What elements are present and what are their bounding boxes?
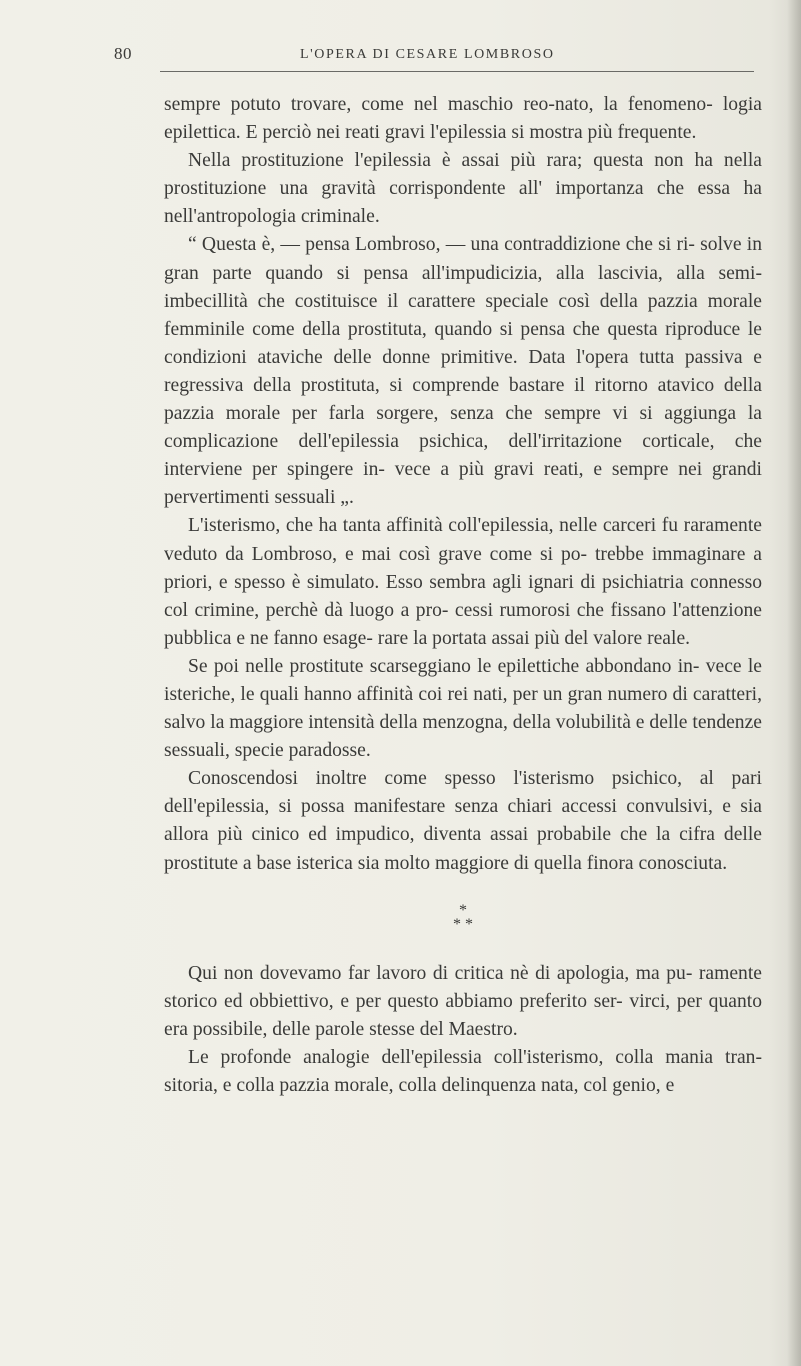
paragraph: sempre potuto trovare, come nel maschio reo-nato, la fenomeno- logia epilettica. E perciò nei reati gravi l'epilessia si mostra più frequente. — [164, 94, 762, 144]
section-separator — [164, 901, 762, 933]
page-edge-shadow — [787, 0, 801, 1366]
paragraph: Conoscendosi inoltre come spesso l'isterismo psichico, al pari dell'epilessia, si possa manifestare senza chiari accessi convulsivi, e sia allora più cinico ed impudico, diventa assai probabile che la cifra delle prostitute a base isterica sia molto maggiore di quella finora conosciuta. — [164, 768, 762, 874]
paragraph: Se poi nelle prostitute scarseggiano le epilettiche abbondano in- vece le isteriche, le quali hanno affinità coi rei nati, per un gran numero di caratteri, salvo la maggiore intensità della menzogna, della volubilità e delle tendenze sessuali, specie paradosse. — [164, 655, 762, 762]
paragraph: Nella prostituzione l'epilessia è assai più rara; questa non ha nella prostituzione una gravità corrispondente all' importanza che essa ha nell'antropologia criminale. — [164, 150, 762, 228]
paragraph: Le profonde analogie dell'epilessia coll'isterismo, colla mania tran- sitoria, e colla pazzia morale, colla delinquenza nata, col genio, e — [164, 1046, 762, 1096]
paragraph: L'isterismo, che ha tanta affinità coll'epilessia, nelle carceri fu raramente veduto da Lombroso, e mai così grave come si po- trebbe immaginare a priori, e spesso è simulato. Esso sembra agli ignari di psichiatria connesso col crimine, perchè dà luogo a pro- cessi rumorosi che fissano l'attenzione pubblica e ne fanno esage- rare la portata assai più del valore reale. — [164, 515, 762, 649]
separator-star-top: * — [459, 901, 467, 919]
running-head: L'OPERA DI CESARE LOMBROSO — [300, 47, 555, 62]
body-text — [164, 91, 762, 1100]
paragraph: Qui non dovevamo far lavoro di critica nè di apologia, ma pu- ramente storico ed obbiettivo, e per questo abbiamo preferito ser- virci, per quanto era possibile, delle parole stesse del Maestro. — [164, 962, 762, 1040]
separator-star-bottom: * * — [453, 915, 473, 933]
paragraph: “ Questa è, — pensa Lombroso, — una contraddizione che si ri- solve in gran parte quando si pensa all'impudicizia, alla lascivia, alla semi-imbecillità che costituisce il carattere speciale così della pazzia morale femminile come della prostituta, quando si pensa che questa riproduce le condizioni ataviche delle donne primitive. Data l'opera tutta passiva e regressiva della prostituta, si comprende bastare il ritorno atavico della pazzia morale per farla sorgere, senza che sempre vi si aggiunga la complicazione dell'epilessia psichica, dell'irritazione corticale, che interviene per spingere in- vece a più gravi reati, e sempre nei grandi pervertimenti sessuali „. — [164, 234, 762, 509]
header-rule — [160, 71, 754, 72]
page-number: 80 — [114, 44, 132, 63]
